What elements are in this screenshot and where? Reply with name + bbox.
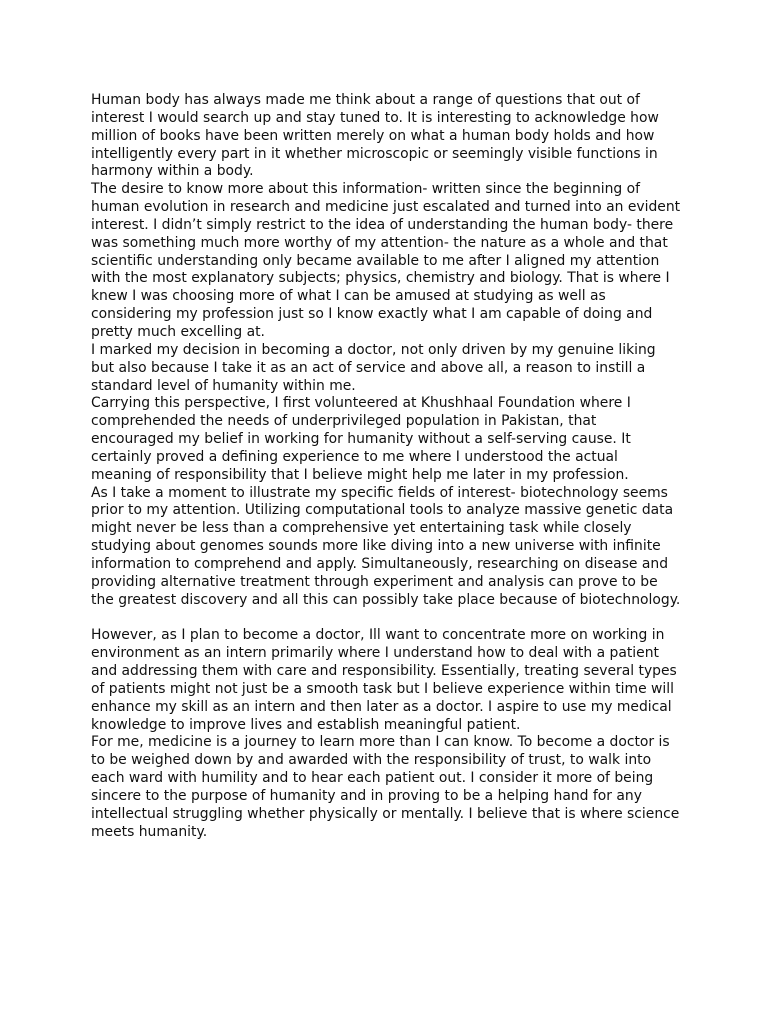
paragraph-volunteering: Carrying this perspective, I first volunteered at Khushhaal Foundation where I comprehended the needs of underprivileged population in Pakistan, that encouraged my belief in working for humanity without a self-serving cause. It certainly proved a defining experience to me where I understood the actual meaning of responsibility that I believe might help me later in my profession. xyxy=(91,395,631,483)
paragraph-conclusion: For me, medicine is a journey to learn more than I can know. To become a doctor is to be weighed down by and awarded with the responsibility of trust, to walk into each ward with humility and to hear each patient out. I consider it more of being sincere to the purpose of humanity and in proving to be a helping hand for any intellectual struggling whether physically or mentally. I believe that is where science meets humanity. xyxy=(91,734,680,840)
paragraph-internship: However, as I plan to become a doctor, Ill want to concentrate more on working in environment as an intern primarily where I understand how to deal with a patient and addressing them with care and responsibility. Essentially, treating several types of patients might not just be a smooth task but I believe experience within time will enhance my skill as an intern and then later as a doctor. I aspire to use my medical knowledge to improve lives and establish meaningful patient. xyxy=(91,627,677,733)
paragraph-body-intro: Human body has always made me think about a range of questions that out of interest I would search up and stay tuned to. It is interesting to acknowledge how million of books have been written merely on what a human body holds and how intelligently every part in it whether microscopic or seemingly visible functions in harmony within a body. xyxy=(91,92,659,180)
document-body xyxy=(91,92,683,841)
paragraph-desire-to-know: The desire to know more about this information- written since the beginning of human evolution in research and medicine just escalated and turned into an evident interest. I didn’t simply restrict to the idea of understanding the human body- there was something much more worthy of my attention- the nature as a whole and that scientific understanding only became available to me after I aligned my attention with the most explanatory subjects; physics, chemistry and biology. That is where I knew I was choosing more of what I can be amused at studying as well as considering my profession just so I know exactly what I am capable of doing and pretty much excelling at. xyxy=(91,181,681,340)
paragraph-decision-doctor: I marked my decision in becoming a doctor, not only driven by my genuine liking but also because I take it as an act of service and above all, a reason to instill a standard level of humanity within me. xyxy=(91,341,656,394)
paragraph-spacer xyxy=(91,609,683,627)
paragraph-biotechnology: As I take a moment to illustrate my specific fields of interest- biotechnology seems prior to my attention. Utilizing computational tools to analyze massive genetic data might never be less than a comprehensive yet entertaining task while closely studying about genomes sounds more like diving into a new universe with infinite information to comprehend and apply. Simultaneously, researching on disease and providing alternative treatment through experiment and analysis can prove to be the greatest discovery and all this can possibly take place because of biotechnology. xyxy=(91,484,681,608)
